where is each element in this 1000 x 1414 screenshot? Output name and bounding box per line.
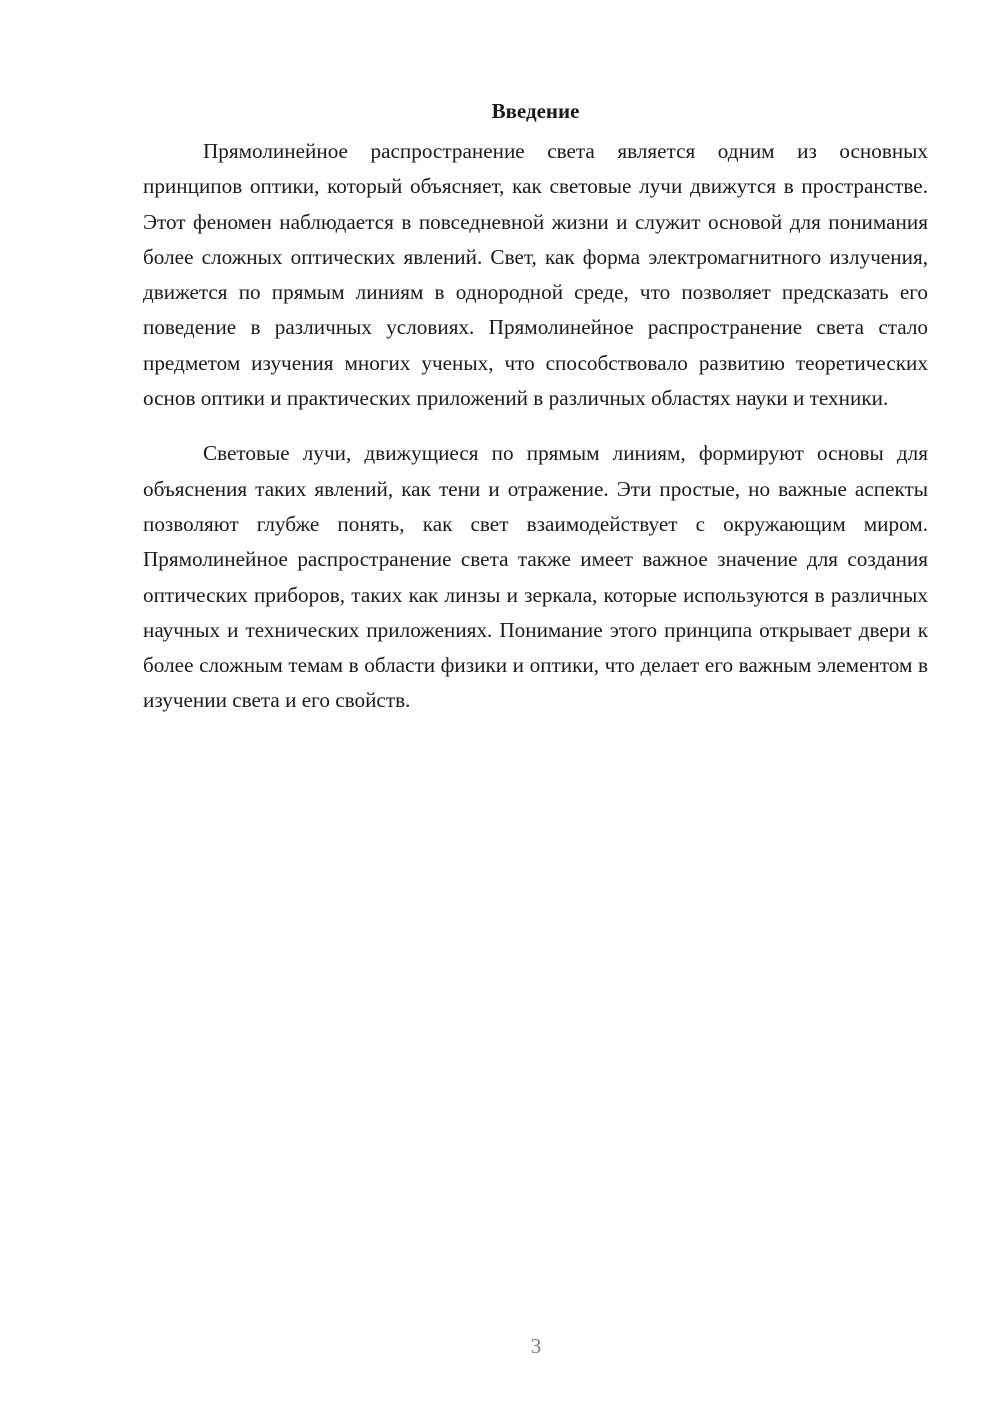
paragraph-2: Световые лучи, движущиеся по прямым линиям, формируют основы для объяснения таких явлений, как тени и отражение. Эти простые, но важные аспекты позволяют глубже понять, как свет взаимодействует с окружающим миром. Прямолинейное распространение света также имеет важное значение для создания оптических приборов, таких как линзы и зеркала, которые используются в различных научных и технических приложениях. Понимание этого принципа открывает двери к более сложным темам в области физики и оптики, что делает его важным элементом в изучении света и его свойств. [143, 441, 928, 713]
page-content [143, 96, 928, 719]
page-number: 3 [530, 1334, 542, 1358]
paragraph-1: Прямолинейное распространение света является одним из основных принципов оптики, который объясняет, как световые лучи движутся в пространстве. Этот феномен наблюдается в повседневной жизни и служит основой для понимания более сложных оптических явлений. Свет, как форма электромагнитного излучения, движется по прямым линиям в однородной среде, что позволяет предсказать его поведение в различных условиях. Прямолинейное распространение света стало предметом изучения многих ученых, что способствовало развитию теоретических основ оптики и практических приложений в различных областях науки и техники. [143, 139, 928, 411]
section-heading: Введение [491, 99, 580, 123]
